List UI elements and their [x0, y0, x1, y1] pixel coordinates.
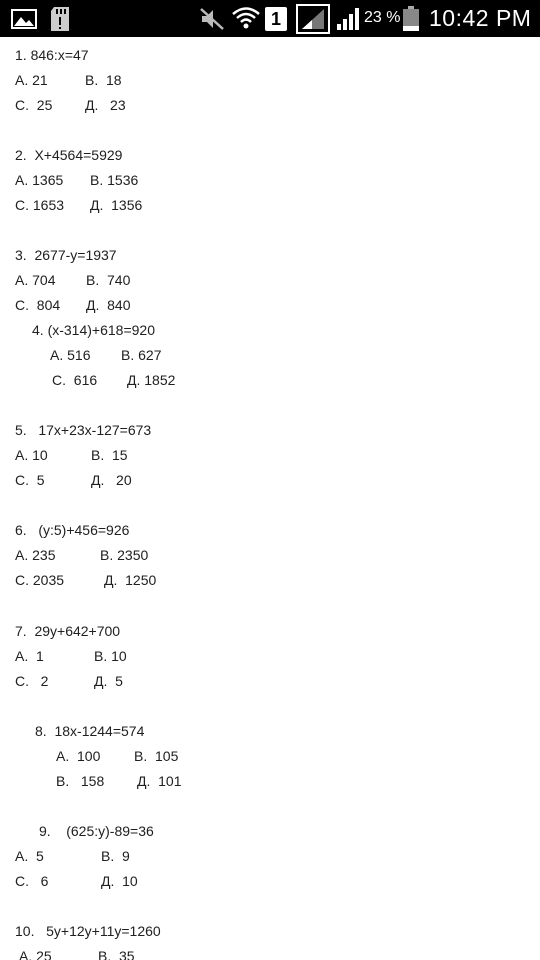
question-3: 3. 2677-y=1937 [15, 247, 117, 263]
question-2: 2. X+4564=5929 [15, 147, 123, 163]
option-1d: Д. 23 [85, 97, 126, 113]
battery-percentage: 23 % [364, 9, 401, 26]
question-10: 10. 5y+12y+11y=1260 [15, 923, 161, 939]
option-6d: Д. 1250 [104, 572, 157, 588]
option-3d: Д. 840 [86, 297, 131, 313]
option-8d: Д. 101 [137, 773, 182, 789]
option-3a: A. 704 [15, 272, 56, 288]
sd-card-icon [50, 6, 70, 32]
option-2c: C. 1653 [15, 197, 65, 213]
option-10a: A. 25 [19, 948, 52, 960]
image-icon [11, 9, 37, 29]
question-1: 1. 846:x=47 [15, 47, 89, 63]
option-5c: C. 5 [15, 472, 45, 488]
question-5: 5. 17x+23x-127=673 [15, 422, 152, 438]
option-8c: B. 158 [56, 773, 105, 789]
option-6b: B. 2350 [100, 547, 149, 563]
option-5b: B. 15 [91, 447, 128, 463]
option-1a: A. 21 [15, 72, 48, 88]
option-2d: Д. 1356 [90, 197, 143, 213]
document-page [0, 37, 540, 960]
option-5a: A. 10 [15, 447, 48, 463]
sim-icon [265, 7, 287, 31]
signal-icon [296, 4, 330, 34]
battery-icon [402, 6, 420, 32]
option-4d: Д. 1852 [127, 372, 176, 388]
option-4c: C. 616 [52, 372, 98, 388]
sim-slot-number: 1 [270, 9, 281, 29]
signal-icon-2 [336, 5, 362, 31]
option-7b: B. 10 [94, 648, 127, 664]
option-6c: C. 2035 [15, 572, 65, 588]
option-8a: A. 100 [56, 748, 101, 764]
question-8: 8. 18x-1244=574 [35, 723, 145, 739]
option-7d: Д. 5 [94, 673, 123, 689]
option-4a: A. 516 [50, 347, 91, 363]
status-bar [0, 0, 540, 37]
option-8b: B. 105 [134, 748, 179, 764]
option-9b: B. 9 [101, 848, 130, 864]
option-2a: A. 1365 [15, 172, 64, 188]
question-9: 9. (625:y)-89=36 [39, 823, 154, 839]
question-6: 6. (y:5)+456=926 [15, 522, 130, 538]
option-9c: C. 6 [15, 873, 49, 889]
option-3b: B. 740 [86, 272, 131, 288]
option-4b: B. 627 [121, 347, 162, 363]
option-9a: A. 5 [15, 848, 44, 864]
option-1b: B. 18 [85, 72, 122, 88]
option-6a: A. 235 [15, 547, 56, 563]
option-2b: B. 1536 [90, 172, 139, 188]
question-7: 7. 29y+642+700 [15, 623, 121, 639]
option-7c: C. 2 [15, 673, 49, 689]
option-1c: C. 25 [15, 97, 53, 113]
option-10b: B. 35 [98, 948, 135, 960]
option-3c: C. 804 [15, 297, 61, 313]
option-5d: Д. 20 [91, 472, 132, 488]
option-9d: Д. 10 [101, 873, 138, 889]
wifi-icon [231, 5, 261, 31]
clock: 10:42 PM [429, 5, 532, 31]
option-7a: A. 1 [15, 648, 44, 664]
question-4: 4. (x-314)+618=920 [32, 322, 155, 338]
mute-icon [199, 7, 225, 31]
